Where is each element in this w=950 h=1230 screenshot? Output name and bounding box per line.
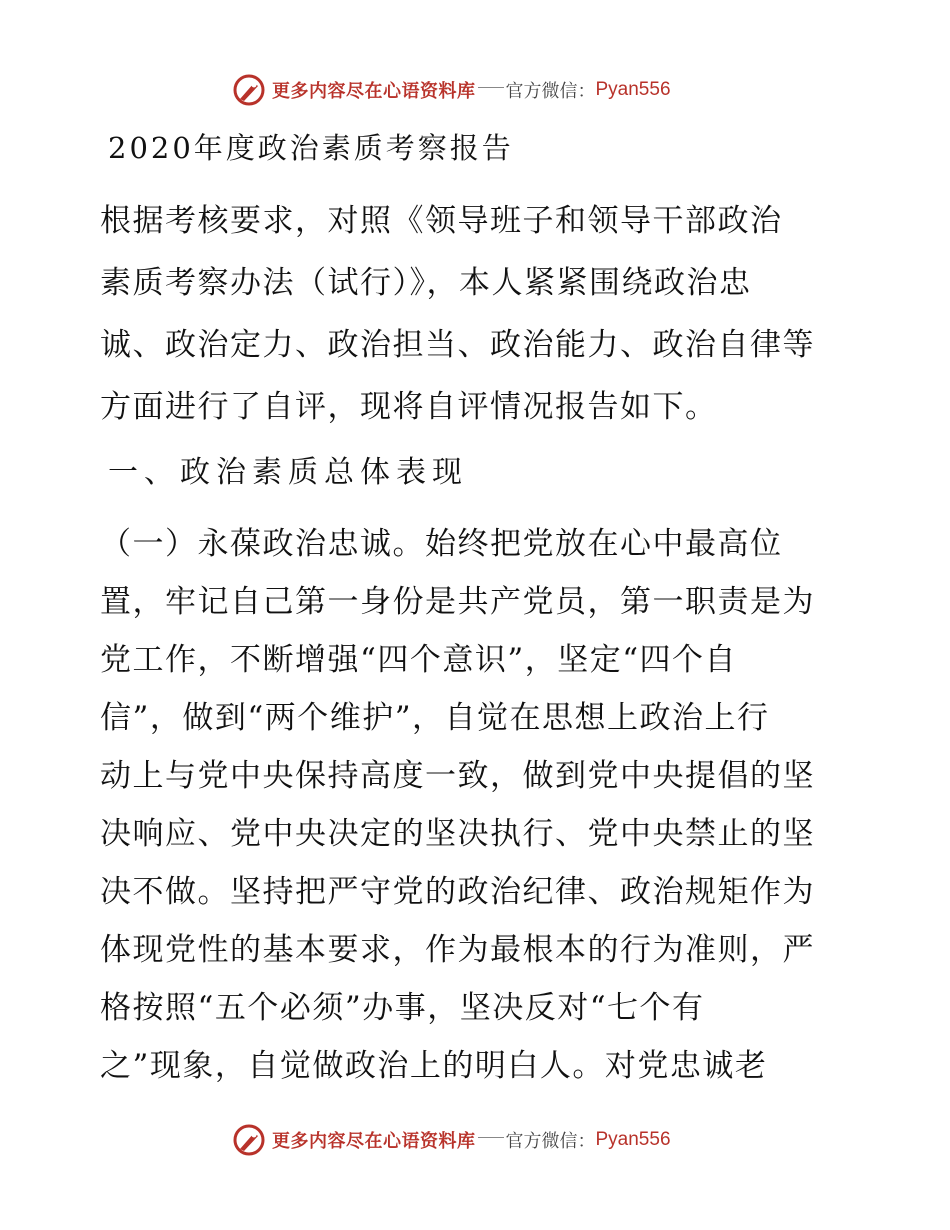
pen-logo-icon <box>232 1123 266 1157</box>
paragraph-line: 素质考察办法（试行）》，本人紧紧围绕政治忠 <box>100 265 752 301</box>
paragraph-line: 诚、政治定力、政治担当、政治能力、政治自律等 <box>100 327 815 363</box>
watermark-dash <box>478 1137 504 1138</box>
watermark-sub-text: 官方微信： <box>505 81 596 102</box>
watermark-wechat-id: Pyan556 <box>595 1129 671 1150</box>
paragraph-line: 置，牢记自己第一身份是共产党员，第一职责是为 <box>100 584 815 620</box>
paragraph-line: 信”，做到“两个维护”，自觉在思想上政治上行 <box>100 700 770 736</box>
paragraph-line: （一）永葆政治忠诚。始终把党放在心中最高位 <box>100 526 783 562</box>
paragraph-line: 方面进行了自评，现将自评情况报告如下。 <box>100 389 718 425</box>
paragraph-line: 之”现象，自觉做政治上的明白人。对党忠诚老 <box>100 1048 768 1084</box>
paragraph-line: 体现党性的基本要求，作为最根本的行为准则，严 <box>100 932 815 968</box>
paragraph-line: 党工作，不断增强“四个意识”，坚定“四个自 <box>100 642 738 678</box>
section-heading: 一、政治素质总体表现 <box>108 455 468 490</box>
watermark-site-text: 更多内容尽在心语资料库 <box>272 1131 476 1152</box>
intro-paragraph <box>100 190 850 438</box>
header-watermark <box>232 72 671 108</box>
paragraph-line: 格按照“五个必须”办事，坚决反对“七个有 <box>100 990 705 1026</box>
paragraph-line: 根据考核要求，对照《领导班子和领导干部政治 <box>100 203 783 239</box>
footer-watermark <box>232 1122 671 1158</box>
watermark-sub-text: 官方微信： <box>505 1131 596 1152</box>
paragraph-line: 决不做。坚持把严守党的政治纪律、政治规矩作为 <box>100 874 815 910</box>
paragraph-line: 决响应、党中央决定的坚决执行、党中央禁止的坚 <box>100 816 815 852</box>
section-paragraph <box>100 515 850 1095</box>
pen-logo-icon <box>232 73 266 107</box>
watermark-dash <box>478 87 504 88</box>
watermark-wechat-id: Pyan556 <box>595 79 671 100</box>
watermark-site-text: 更多内容尽在心语资料库 <box>272 81 476 102</box>
document-title: 2020年度政治素质考察报告 <box>108 131 514 165</box>
paragraph-line: 动上与党中央保持高度一致，做到党中央提倡的坚 <box>100 758 815 794</box>
